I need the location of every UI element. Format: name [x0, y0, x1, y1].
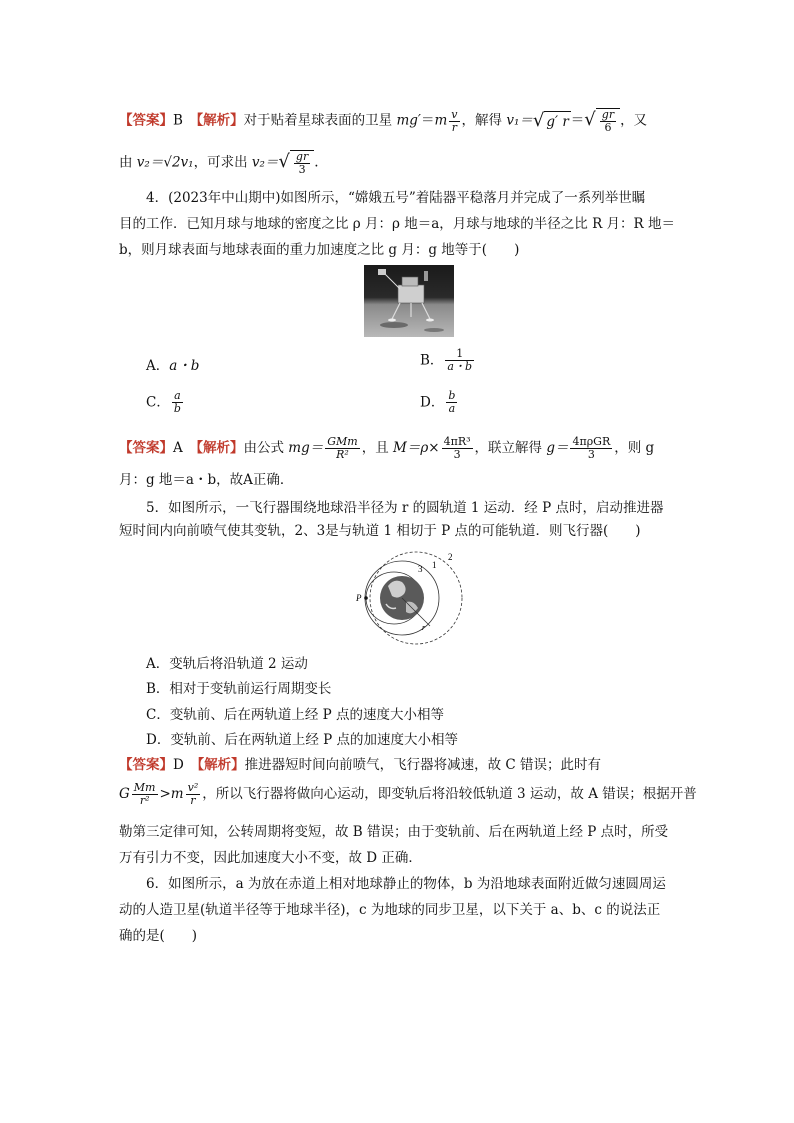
q5-option-a[interactable]: A．变轨后将沿轨道 2 运动 — [146, 656, 308, 672]
point-p-label: P — [356, 593, 362, 603]
analysis-tag: 【解析】 — [196, 112, 244, 129]
answer-tag: 【答案】 — [119, 757, 173, 773]
text: 由 — [119, 154, 133, 171]
orbit-label-2: 2 — [448, 552, 453, 562]
formula: v₁＝ — [506, 112, 533, 129]
q5-option-b[interactable]: B．相对于变轨前运行周期变长 — [146, 681, 332, 697]
sqrt: √ g′ r — [532, 109, 569, 131]
answer-tag: 【答案】 — [119, 112, 173, 129]
formula: v₂＝√2v₁ — [136, 154, 194, 171]
text: ＝ — [570, 112, 585, 129]
text: ，解得 — [461, 112, 503, 129]
q5-answer-line2: G $\frac{Mm}{\text{r²}}$ >m $\frac{\text{v²}}{r}$ ，所以飞行器将做向心运动，即变轨后将沿较低轨道 3 运动，故 A 错误；根据开普 — [119, 781, 697, 807]
answer-choice: D — [173, 757, 184, 773]
fraction: $\frac{v}{r}$ — [451, 107, 458, 134]
q4-answer-line2: 月：g 地＝a・b，故A正确． — [119, 472, 294, 488]
analysis-tag: 【解析】 — [196, 440, 244, 456]
q6-line1: 6．如图所示，a 为放在赤道上相对地球静止的物体，b 为沿地球表面附近做匀速圆周运 — [146, 876, 666, 892]
q4-option-d[interactable]: D． $\frac{b}{a}$ — [420, 389, 456, 415]
formula: m — [434, 112, 448, 129]
q6-line2: 动的人造卫星(轨道半径等于地球半径)，c 为地球的同步卫星，以下关于 a、b、c 的说法正 — [119, 902, 661, 918]
radius-label: r — [422, 623, 426, 632]
sqrt: √ $\frac{gr}{3}$ — [278, 150, 314, 176]
orbit-label-3: 3 — [418, 564, 423, 574]
q4-line1: 4．(2023年中山期中)如图所示，“嫦娥五号”着陆器平稳落月并完成了一系列举世瞩 — [146, 190, 646, 206]
formula: mg′ — [396, 112, 421, 129]
analysis-tag: 【解析】 — [197, 757, 245, 773]
answer-choice: A — [173, 440, 183, 456]
lander-photo — [364, 265, 454, 337]
answer-choice: B — [173, 112, 183, 129]
q4-answer-line1: 【答案】A 【解析】由公式 mg＝ $\frac{\text{GMm}}{\text{R²}}$ ，且 M＝ρ× $\frac{\text{4πR³}}{3}$ ，联立解得 g＝ $\frac{\text{4πρGR}}{3}$ ，则 g — [119, 435, 655, 461]
q5-answer-line3: 勒第三定律可知，公转周期将变短，故 B 错误；由于变轨前、后在两轨道上经 P 点时，所受 — [119, 824, 669, 840]
q5-line1: 5．如图所示，一飞行器围绕地球沿半径为 r 的圆轨道 1 运动．经 P 点时，启动推进器 — [146, 500, 664, 516]
q3-answer-line1 — [119, 108, 675, 134]
text: ，又 — [620, 112, 648, 129]
q3-answer-line2 — [119, 150, 675, 176]
text: . — [314, 154, 319, 171]
text: ，可求出 — [193, 154, 248, 171]
q5-line2: 短时间内向前喷气使其变轨，2、3是与轨道 1 相切于 P 点的可能轨道．则飞行器( ) — [119, 523, 641, 539]
q4-option-b[interactable]: B． $\frac{1}{a・b}$ — [420, 347, 473, 373]
q5-option-c[interactable]: C．变轨前、后在两轨道上经 P 点的速度大小相等 — [146, 707, 444, 723]
text: 对于贴着星球表面的卫星 — [243, 112, 393, 129]
orbit-label-1: 1 — [432, 560, 437, 570]
q4-option-a[interactable]: A．a・b — [146, 358, 200, 374]
answer-tag: 【答案】 — [119, 440, 173, 456]
formula: v₂＝ — [251, 154, 279, 171]
q6-line3: 确的是( ) — [119, 928, 198, 944]
q5-answer-line4: 万有引力不变，因此加速度大小不变，故 D 正确． — [119, 850, 422, 866]
q4-line2: 目的工作．已知月球与地球的密度之比 ρ 月：ρ 地＝a，月球与地球的半径之比 R 月：R 地＝ — [119, 216, 675, 232]
q4-option-c[interactable]: C． $\frac{a}{b}$ — [146, 389, 181, 415]
text: ＝ — [420, 112, 435, 129]
q5-answer-line1: 【答案】D 【解析】推进器短时间向前喷气，飞行器将减速，故 C 错误；此时有 — [119, 757, 601, 773]
sqrt: √ $\frac{gr}{6}$ — [584, 108, 620, 134]
q4-line3: b，则月球表面与地球表面的重力加速度之比 g 月：g 地等于( ) — [119, 242, 520, 258]
orbit-diagram — [350, 548, 464, 648]
q5-option-d[interactable]: D．变轨前、后在两轨道上经 P 点的加速度大小相等 — [146, 732, 458, 748]
